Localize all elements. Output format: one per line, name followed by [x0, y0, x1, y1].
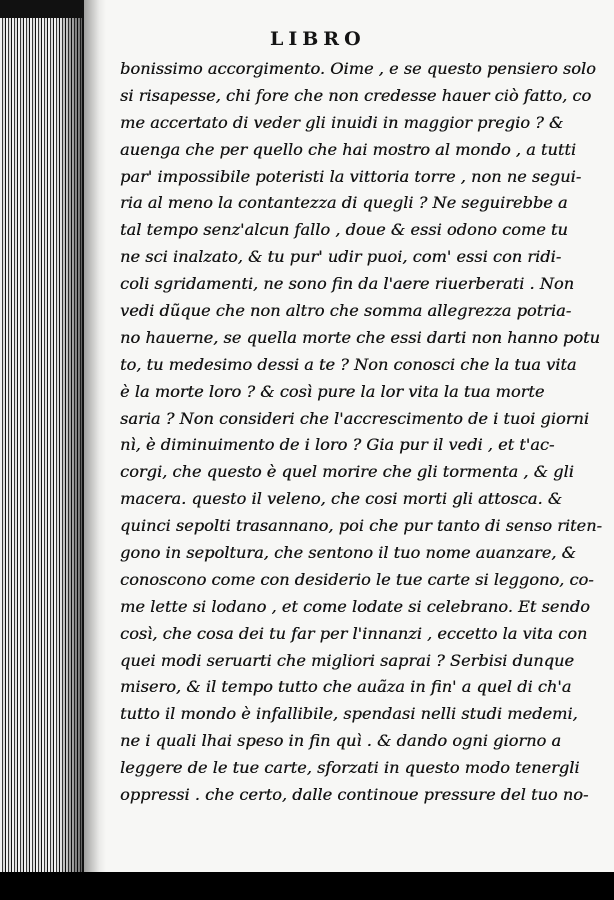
text-line: leggere de le tue carte, sforzati in questo modo tenergli: [120, 758, 580, 778]
text-line: ria al meno la contantezza di quegli ? Ne seguirebbe a: [120, 193, 568, 213]
text-block: [120, 56, 614, 809]
text-line: così, che cosa dei tu far per l'innanzi , eccetto la vita con: [120, 623, 588, 643]
text-line: oppressi . che certo, dalle continoue pressure del tuo no-: [120, 785, 589, 805]
text-line: nì, è diminuimento de i loro ? Gia pur il vedi , et t'ac-: [120, 435, 555, 455]
text-line: macera. questo il veleno, che cosi morti gli attosca. &: [120, 489, 563, 509]
text-line: saria ? Non consideri che l'accrescimento de i tuoi giorni: [120, 408, 589, 428]
text-line: ne i quali lhai speso in fin quì . & dando ogni giorno a: [120, 731, 562, 751]
text-line: bonissimo accorgimento. Oime , e se questo pensiero solo: [120, 59, 596, 78]
text-line: è la morte loro ? & così pure la lor vita la tua morte: [120, 381, 545, 401]
text-line: vedi dũque che non altro che somma allegrezza potria-: [120, 301, 572, 321]
text-line: auenga che per quello che hai mostro al mondo , a tutti: [120, 139, 577, 159]
text-line: coli sgridamenti, ne sono fin da l'aere riuerberati . Non: [120, 274, 575, 294]
text-line: par' impossibile poteristi la vittoria torre , non ne segui-: [120, 166, 582, 186]
text-line: gono in sepoltura, che sentono il tuo nome auanzare, &: [120, 543, 576, 563]
text-line: quinci sepolti trasannano, poi che pur tanto di senso riten-: [120, 516, 602, 536]
text-line: me accertato di veder gli inuidi in maggior pregio ? &: [120, 112, 564, 132]
text-line: quei modi seruarti che migliori saprai ? Serbisi dunque: [120, 650, 575, 670]
text-line: to, tu medesimo dessi a te ? Non conosci che la tua vita: [120, 354, 577, 374]
page-edges-shadow: [58, 0, 82, 880]
text-line: me lette si lodano , et come lodate si celebrano. Et sendo: [120, 596, 590, 616]
scan-border-bottom: [0, 872, 614, 900]
text-line: tutto il mondo è infallibile, spendasi nelli studi medemi,: [120, 704, 578, 724]
text-line: ne sci inalzato, & tu pur' udir puoi, com' essi con ridi-: [120, 247, 562, 267]
text-line: no hauerne, se quella morte che essi darti non hanno potu: [120, 327, 600, 347]
text-line: corgi, che questo è quel morire che gli tormenta , & gli: [120, 462, 574, 482]
text-line: misero, & il tempo tutto che auãza in fin' a quel di ch'a: [120, 677, 572, 697]
text-line: si risapesse, chi fore che non credesse hauer ciò fatto, co: [120, 85, 592, 105]
text-line: conoscono come con desiderio le tue carte si leggono, co-: [120, 569, 594, 589]
running-head: LIBRO: [270, 28, 366, 50]
text-line: tal tempo senz'alcun fallo , doue & essi odono come tu: [120, 220, 568, 240]
page-gutter-shadow: [84, 0, 106, 876]
